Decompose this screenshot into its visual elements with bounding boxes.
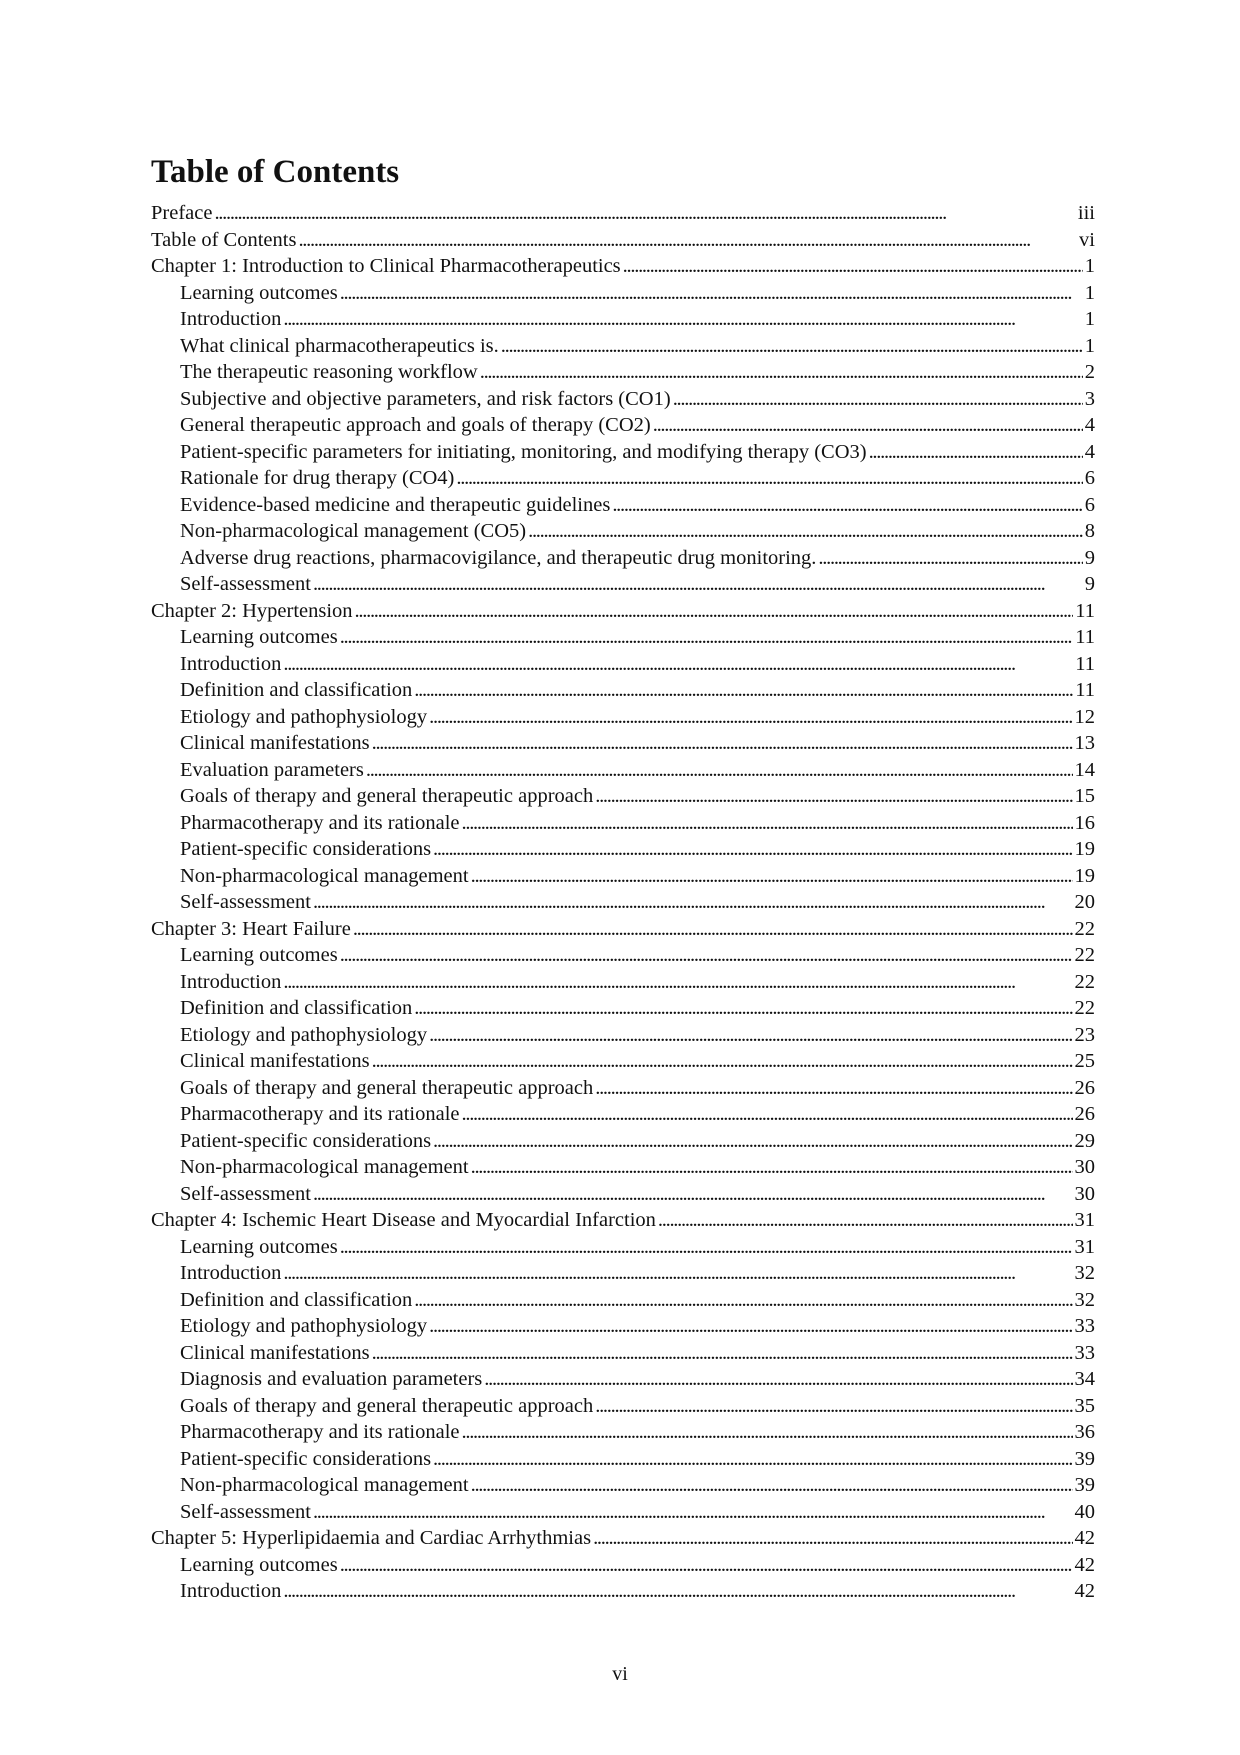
dot-leader — [429, 1022, 1072, 1049]
toc-section-entry[interactable] — [151, 1048, 1095, 1075]
toc-chapter-entry[interactable] — [151, 200, 1095, 227]
toc-entry-label: Diagnosis and evaluation parameters — [180, 1368, 483, 1390]
toc-entry-label: Etiology and pathophysiology — [180, 1315, 428, 1337]
toc-entry-label: Table of Contents — [151, 228, 297, 251]
toc-entry-label: What clinical pharmacotherapeutics is. — [180, 334, 499, 357]
dot-leader — [414, 677, 1073, 704]
toc-section-entry[interactable] — [151, 386, 1095, 413]
toc-entry-label: Subjective and objective parameters, and risk factors (CO1) — [180, 387, 671, 410]
toc-section-entry[interactable] — [151, 1234, 1095, 1261]
dot-leader — [340, 624, 1074, 651]
toc-entry-label: Introduction — [180, 1262, 282, 1284]
dot-leader — [595, 1393, 1072, 1420]
toc-entry-page-number: 9 — [1084, 573, 1095, 595]
dot-leader — [283, 969, 1072, 996]
dot-leader — [471, 863, 1073, 890]
toc-entry-label: Introduction — [180, 308, 282, 330]
toc-section-entry[interactable] — [151, 1154, 1095, 1181]
toc-entry-page-number: 40 — [1074, 1500, 1095, 1523]
toc-section-entry[interactable] — [151, 333, 1095, 360]
dot-leader — [429, 704, 1072, 731]
toc-entry-label: Chapter 2: Hypertension — [151, 599, 353, 622]
toc-entry-page-number: 23 — [1074, 1023, 1095, 1046]
dot-leader — [673, 386, 1083, 413]
dot-leader — [471, 1472, 1073, 1499]
dot-leader — [414, 1287, 1072, 1314]
toc-entry-page-number: 39 — [1074, 1447, 1095, 1470]
toc-section-entry[interactable] — [151, 730, 1095, 757]
toc-entry-page-number: vi — [1079, 228, 1095, 251]
dot-leader — [340, 280, 1083, 307]
toc-section-entry[interactable] — [151, 836, 1095, 863]
toc-section-entry[interactable] — [151, 783, 1095, 810]
toc-section-entry[interactable] — [151, 810, 1095, 837]
toc-entry-label: Evaluation parameters — [180, 758, 364, 781]
toc-entry-page-number: 26 — [1074, 1076, 1095, 1099]
dot-leader — [456, 465, 1082, 492]
toc-section-entry[interactable] — [151, 1393, 1095, 1420]
toc-entry-page-number: 33 — [1074, 1315, 1095, 1337]
toc-entry-page-number: 33 — [1074, 1341, 1095, 1364]
toc-entry-page-number: 19 — [1074, 838, 1095, 860]
dot-leader — [414, 995, 1072, 1022]
toc-entry-label: Pharmacotherapy and its rationale — [180, 1421, 460, 1443]
toc-section-entry[interactable] — [151, 306, 1095, 333]
toc-entry-label: Self-assessment — [180, 1182, 311, 1205]
toc-entry-page-number: 32 — [1074, 1288, 1095, 1311]
toc-section-entry[interactable] — [151, 1022, 1095, 1049]
toc-entry-label: Self-assessment — [180, 573, 311, 595]
dot-leader — [429, 1313, 1072, 1340]
dot-leader — [372, 730, 1073, 757]
toc-entry-label: Chapter 1: Introduction to Clinical Pharmacotherapeutics — [151, 255, 621, 277]
toc-section-entry[interactable] — [151, 677, 1095, 704]
dot-leader — [462, 1419, 1073, 1446]
toc-section-entry[interactable] — [151, 1075, 1095, 1102]
toc-entry-page-number: 4 — [1084, 414, 1095, 436]
dot-leader — [355, 598, 1074, 625]
dot-leader — [313, 889, 1073, 916]
page-title: Table of Contents — [151, 154, 400, 190]
toc-entry-page-number: 42 — [1074, 1553, 1095, 1576]
toc-entry-label: Goals of therapy and general therapeutic approach — [180, 785, 594, 807]
toc-entry-label: Etiology and pathophysiology — [180, 705, 428, 728]
dot-leader — [501, 333, 1083, 360]
toc-section-entry[interactable] — [151, 1101, 1095, 1128]
dot-leader — [313, 1181, 1073, 1208]
toc-entry-label: Self-assessment — [180, 891, 311, 913]
toc-section-entry[interactable] — [151, 1340, 1095, 1367]
toc-entry-label: Evidence-based medicine and therapeutic guidelines — [180, 493, 611, 516]
toc-entry-label: The therapeutic reasoning workflow — [180, 361, 478, 383]
dot-leader — [623, 253, 1083, 280]
toc-entry-label: Definition and classification — [180, 1288, 413, 1311]
toc-chapter-entry[interactable] — [151, 227, 1095, 254]
dot-leader — [433, 1128, 1072, 1155]
dot-leader — [462, 1101, 1073, 1128]
dot-leader — [462, 810, 1073, 837]
toc-entry-page-number: 1 — [1084, 308, 1095, 330]
toc-entry-label: Patient-specific considerations — [180, 838, 432, 860]
dot-leader — [595, 1075, 1072, 1102]
toc-section-entry[interactable] — [151, 757, 1095, 784]
toc-entry-page-number: 11 — [1075, 599, 1095, 622]
toc-entry-label: Learning outcomes — [180, 944, 338, 966]
dot-leader — [298, 227, 1077, 254]
toc-entry-page-number: 42 — [1074, 1527, 1095, 1549]
dot-leader — [283, 651, 1073, 678]
dot-leader — [869, 439, 1083, 466]
toc-entry-page-number: 6 — [1084, 493, 1095, 516]
toc-entry-page-number: 1 — [1084, 281, 1095, 304]
toc-entry-label: Patient-specific considerations — [180, 1129, 432, 1152]
toc-section-entry[interactable] — [151, 889, 1095, 916]
dot-leader — [595, 783, 1072, 810]
toc-entry-page-number: 31 — [1074, 1235, 1095, 1258]
toc-section-entry[interactable] — [151, 624, 1095, 651]
dot-leader — [433, 1446, 1072, 1473]
toc-entry-page-number: 30 — [1074, 1182, 1095, 1205]
toc-chapter-entry[interactable] — [151, 916, 1095, 943]
toc-section-entry[interactable] — [151, 571, 1095, 598]
toc-section-entry[interactable] — [151, 1128, 1095, 1155]
dot-leader — [283, 1578, 1072, 1605]
toc-entry-label: Chapter 4: Ischemic Heart Disease and Myocardial Infarction — [151, 1209, 656, 1231]
toc-entry-page-number: 4 — [1084, 440, 1095, 463]
toc-entry-label: Clinical manifestations — [180, 732, 370, 754]
toc-entry-page-number: 31 — [1074, 1209, 1095, 1231]
dot-leader — [593, 1525, 1072, 1552]
toc-chapter-entry[interactable] — [151, 598, 1095, 625]
toc-section-entry[interactable] — [151, 1446, 1095, 1473]
toc-chapter-entry[interactable] — [151, 1207, 1095, 1234]
toc-entry-page-number: 14 — [1074, 758, 1095, 781]
toc-entry-label: Clinical manifestations — [180, 1050, 370, 1072]
toc-entry-page-number: 29 — [1074, 1129, 1095, 1152]
toc-entry-label: Pharmacotherapy and its rationale — [180, 1103, 460, 1125]
toc-entry-page-number: 30 — [1074, 1156, 1095, 1178]
toc-entry-label: Introduction — [180, 970, 282, 993]
toc-entry-label: Non-pharmacological management — [180, 1474, 469, 1496]
dot-leader — [484, 1366, 1072, 1393]
dot-leader — [372, 1340, 1073, 1367]
toc-entry-page-number: 13 — [1074, 732, 1095, 754]
toc-section-entry[interactable] — [151, 545, 1095, 572]
toc-entry-page-number: 11 — [1075, 652, 1095, 675]
toc-entry-label: Clinical manifestations — [180, 1341, 370, 1364]
toc-entry-page-number: 1 — [1084, 334, 1095, 357]
toc-entry-label: Goals of therapy and general therapeutic approach — [180, 1076, 594, 1099]
toc-entry-page-number: 22 — [1074, 944, 1095, 966]
toc-entry-page-number: 3 — [1084, 387, 1095, 410]
toc-entry-page-number: 19 — [1074, 864, 1095, 887]
toc-entry-label: Patient-specific considerations — [180, 1447, 432, 1470]
toc-entry-page-number: 25 — [1074, 1050, 1095, 1072]
toc-section-entry[interactable] — [151, 359, 1095, 386]
dot-leader — [366, 757, 1073, 784]
page-number: vi — [612, 1663, 628, 1685]
dot-leader — [313, 571, 1083, 598]
toc-entry-page-number: 11 — [1075, 679, 1095, 701]
toc-section-entry[interactable] — [151, 995, 1095, 1022]
toc-entry-label: Chapter 3: Heart Failure — [151, 917, 351, 940]
dot-leader — [372, 1048, 1073, 1075]
toc-entry-page-number: 11 — [1075, 626, 1095, 648]
toc-entry-page-number: 22 — [1074, 970, 1095, 993]
dot-leader — [818, 545, 1082, 572]
toc-section-entry[interactable] — [151, 1552, 1095, 1579]
toc-entry-page-number: 42 — [1074, 1580, 1095, 1602]
toc-section-entry[interactable] — [151, 1287, 1095, 1314]
toc-entry-page-number: 15 — [1074, 785, 1095, 807]
dot-leader — [283, 1260, 1072, 1287]
toc-entry-page-number: 35 — [1074, 1394, 1095, 1417]
toc-entry-page-number: 36 — [1074, 1421, 1095, 1443]
toc-entry-label: Patient-specific parameters for initiating, monitoring, and modifying therapy (CO3) — [180, 440, 867, 463]
toc-entry-page-number: 39 — [1074, 1474, 1095, 1496]
toc-entry-page-number: 6 — [1084, 467, 1095, 489]
toc-entry-page-number: 1 — [1084, 255, 1095, 277]
toc-entry-label: Learning outcomes — [180, 281, 338, 304]
toc-chapter-entry[interactable] — [151, 253, 1095, 280]
toc-section-entry[interactable] — [151, 863, 1095, 890]
dot-leader — [283, 306, 1082, 333]
toc-section-entry[interactable] — [151, 942, 1095, 969]
dot-leader — [653, 412, 1083, 439]
toc-entry-page-number: 9 — [1084, 546, 1095, 569]
dot-leader — [528, 518, 1083, 545]
toc-entry-page-number: 12 — [1074, 705, 1095, 728]
toc-entry-label: Goals of therapy and general therapeutic approach — [180, 1394, 594, 1417]
toc-entry-page-number: 20 — [1074, 891, 1095, 913]
toc-entry-label: Learning outcomes — [180, 626, 338, 648]
toc-section-entry[interactable] — [151, 1499, 1095, 1526]
toc-entry-label: Definition and classification — [180, 997, 413, 1019]
toc-list — [151, 200, 1095, 1605]
dot-leader — [340, 1234, 1073, 1261]
toc-entry-label: Non-pharmacological management (CO5) — [180, 520, 527, 542]
toc-entry-page-number: 32 — [1074, 1262, 1095, 1284]
dot-leader — [214, 200, 1075, 227]
toc-entry-label: Introduction — [180, 1580, 282, 1602]
toc-entry-label: Introduction — [180, 652, 282, 675]
dot-leader — [658, 1207, 1073, 1234]
toc-section-entry[interactable] — [151, 1472, 1095, 1499]
toc-entry-label: Self-assessment — [180, 1500, 311, 1523]
toc-entry-page-number: iii — [1077, 202, 1095, 224]
toc-section-entry[interactable] — [151, 1419, 1095, 1446]
toc-section-entry[interactable] — [151, 492, 1095, 519]
toc-entry-page-number: 22 — [1074, 997, 1095, 1019]
toc-entry-label: Chapter 5: Hyperlipidaemia and Cardiac Arrhythmias — [151, 1527, 592, 1549]
dot-leader — [353, 916, 1073, 943]
dot-leader — [612, 492, 1082, 519]
toc-entry-label: Preface — [151, 202, 213, 224]
toc-entry-page-number: 16 — [1074, 811, 1095, 834]
toc-entry-label: Non-pharmacological management — [180, 864, 469, 887]
toc-entry-label: Learning outcomes — [180, 1553, 338, 1576]
toc-section-entry[interactable] — [151, 1181, 1095, 1208]
toc-entry-page-number: 26 — [1074, 1103, 1095, 1125]
dot-leader — [340, 1552, 1073, 1579]
toc-section-entry[interactable] — [151, 1578, 1095, 1605]
toc-section-entry[interactable] — [151, 1366, 1095, 1393]
toc-section-entry[interactable] — [151, 465, 1095, 492]
toc-section-entry[interactable] — [151, 439, 1095, 466]
toc-section-entry[interactable] — [151, 280, 1095, 307]
toc-section-entry[interactable] — [151, 651, 1095, 678]
toc-entry-page-number: 8 — [1084, 520, 1095, 542]
toc-section-entry[interactable] — [151, 1313, 1095, 1340]
toc-entry-label: Definition and classification — [180, 679, 413, 701]
toc-chapter-entry[interactable] — [151, 1525, 1095, 1552]
dot-leader — [433, 836, 1072, 863]
toc-section-entry[interactable] — [151, 704, 1095, 731]
toc-entry-page-number: 34 — [1074, 1368, 1095, 1390]
toc-entry-label: Rationale for drug therapy (CO4) — [180, 467, 455, 489]
toc-entry-label: Etiology and pathophysiology — [180, 1023, 428, 1046]
dot-leader — [340, 942, 1073, 969]
toc-section-entry[interactable] — [151, 412, 1095, 439]
toc-entry-page-number: 2 — [1084, 361, 1095, 383]
dot-leader — [313, 1499, 1073, 1526]
toc-entry-page-number: 22 — [1074, 917, 1095, 940]
toc-entry-label: General therapeutic approach and goals of therapy (CO2) — [180, 414, 651, 436]
toc-section-entry[interactable] — [151, 1260, 1095, 1287]
toc-entry-label: Non-pharmacological management — [180, 1156, 469, 1178]
toc-entry-label: Adverse drug reactions, pharmacovigilance, and therapeutic drug monitoring. — [180, 546, 817, 569]
toc-entry-label: Learning outcomes — [180, 1235, 338, 1258]
toc-section-entry[interactable] — [151, 969, 1095, 996]
toc-entry-label: Pharmacotherapy and its rationale — [180, 811, 460, 834]
toc-section-entry[interactable] — [151, 518, 1095, 545]
dot-leader — [480, 359, 1083, 386]
dot-leader — [471, 1154, 1073, 1181]
